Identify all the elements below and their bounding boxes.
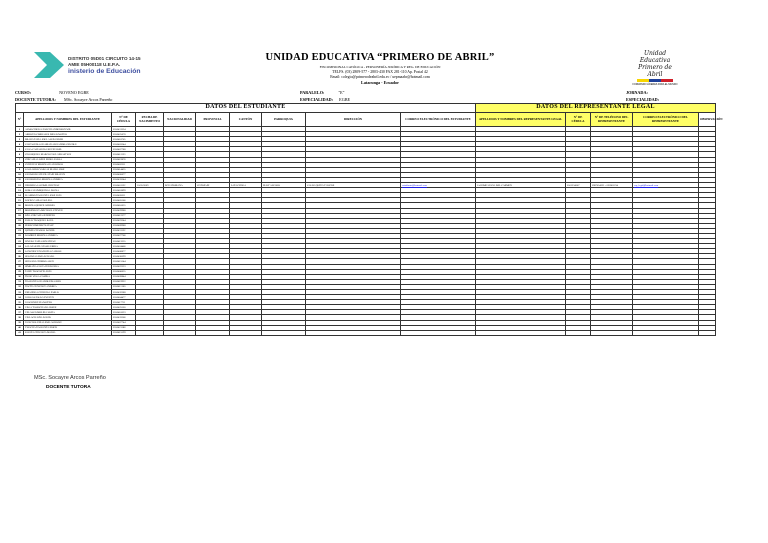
school-header <box>230 52 530 85</box>
table-cell <box>566 330 591 335</box>
table-row <box>16 330 716 335</box>
table-cell: CHICAIZA LOPEZ ERIKA PAOLA <box>24 157 112 162</box>
table-cell: YANCHALUIZA LEMA ALISSON <box>24 320 112 325</box>
table-cell: GALLARDO VARGAS MARIA JOSE <box>24 167 112 172</box>
jornada-row <box>626 90 648 95</box>
table-cell: 25 <box>16 249 24 254</box>
school-logo-word2: Educativa <box>639 57 671 64</box>
table-cell: 0550430099 <box>112 254 136 259</box>
column-header: FECHA DE NACIMIENTO <box>136 113 164 127</box>
especialidad-row <box>300 97 350 102</box>
table-cell: 19 <box>16 218 24 223</box>
table-cell <box>476 330 566 335</box>
signature-block <box>34 375 106 390</box>
table-cell: 34 <box>16 295 24 300</box>
table-cell: JACOME LUCIA DEL CARMEN <box>476 183 566 188</box>
table-cell: 0550428844 <box>112 274 136 279</box>
table-cell: 0550423344 <box>112 218 136 223</box>
table-cell: CHASIQUIZA MARCO PAUL SEBASTIAN <box>24 152 112 157</box>
table-cell: ALMACHIGUA PANCHI ANDERSON WIL <box>24 127 112 132</box>
column-header: CANTÓN <box>230 113 262 127</box>
table-cell: 37 <box>16 310 24 315</box>
table-cell: 16 <box>16 203 24 208</box>
table-cell: 39 <box>16 320 24 325</box>
section-student-header: DATOS DEL ESTUDIANTE <box>16 104 476 113</box>
table-cell: 10 <box>16 172 24 177</box>
table-cell: 0550432288 <box>112 290 136 295</box>
table-cell: 0501234567 <box>566 183 591 188</box>
column-header: PARROQUIA <box>262 113 306 127</box>
school-logo-word1: Unidad <box>643 50 667 57</box>
table-cell <box>196 330 230 335</box>
table-cell: VELASCO MOLINA SOFIA <box>24 310 112 315</box>
table-cell: BRAVO TAPIA JOEL ALEXANDER <box>24 137 112 142</box>
column-header: APELLIDOS Y NOMBRES DEL REPRESENTANTE LEGAL <box>476 113 566 127</box>
table-cell: ELOY ALFARO <box>262 183 306 188</box>
table-cell: ECUATORIANA <box>164 183 196 188</box>
table-cell: SIMBAÑA CAIZA FERNANDA <box>24 264 112 269</box>
curso-label: CURSO: <box>15 90 32 95</box>
table-cell <box>136 330 164 335</box>
column-header: NACIONALIDAD <box>164 113 196 127</box>
table-cell: 22 <box>16 233 24 238</box>
students-table-body <box>16 127 716 336</box>
table-cell: 0550415599 <box>112 330 136 335</box>
table-cell: SALAZAR PILATASIG ERIKA <box>24 244 112 249</box>
logo-ministry: inisterio de Educación <box>68 68 141 75</box>
table-cell: 24 <box>16 244 24 249</box>
table-cell: 0550403344 <box>112 142 136 147</box>
table-cell: 0550413355 <box>112 239 136 244</box>
table-cell: 0550431234 <box>112 127 136 132</box>
table-cell: 10/05/2009 <box>136 183 164 188</box>
docente-value: MSc. Socayre Arcos Parreño <box>64 97 113 102</box>
table-cell: 0550401122 <box>112 183 136 188</box>
table-cell: YUGCHA TOAPANTA ERICK <box>24 325 112 330</box>
column-header: DIRECCIÓN <box>306 113 401 127</box>
table-cell: RAMIREZ MOLINA ANDREA <box>24 233 112 238</box>
table-cell: SEGOVIA LEMA DAYANA <box>24 254 112 259</box>
column-header: N° DE CÉDULA <box>566 113 591 127</box>
table-cell: MORENO IZA MICHAEL STEVEN <box>24 208 112 213</box>
table-cell: VASCONEZ IZA MATEO <box>24 300 112 305</box>
table-cell <box>306 330 401 335</box>
table-cell: 0550429988 <box>112 208 136 213</box>
signature-role: DOCENTE TUTORA <box>46 385 91 390</box>
table-cell: 0550415544 <box>112 259 136 264</box>
table-cell: 0550420011 <box>112 193 136 198</box>
section-rep-header: DATOS DEL REPRESENTANTE LEGAL <box>476 104 716 113</box>
table-cell: 0550418765 <box>112 137 136 142</box>
table-cell: 0550411100 <box>112 284 136 289</box>
column-header: N° DE TELÉFONO DEL REPRESENTANTE <box>591 113 633 127</box>
table-cell: 30 <box>16 274 24 279</box>
table-cell: LEMA LLUMIQUINGA DIANA <box>24 188 112 193</box>
table-cell: 0550408877 <box>112 249 136 254</box>
table-cell: 0550412277 <box>112 213 136 218</box>
table-cell: 40 <box>16 325 24 330</box>
table-cell: 31 <box>16 279 24 284</box>
table-cell: 5 <box>16 147 24 152</box>
especialidad2-row <box>626 97 659 102</box>
table-cell <box>591 330 633 335</box>
table-cell: 27 <box>16 259 24 264</box>
table-cell: 0550409988 <box>112 223 136 228</box>
column-header: CORREO ELECTRÓNICO DEL REPRESENTANTE <box>633 113 699 127</box>
docente-row <box>15 97 112 102</box>
table-cell: 8 <box>16 162 24 167</box>
table-cell: SANCHEZ UNAPUCHA CARLOS <box>24 249 112 254</box>
table-cell: TIGSE VEGA CAMILA <box>24 274 112 279</box>
column-header: PROVINCIA <box>196 113 230 127</box>
table-cell <box>699 330 716 335</box>
table-cell: 4 <box>16 142 24 147</box>
table-cell: 0550433344 <box>112 177 136 182</box>
table-cell: VILLACIS OÑA DAVID <box>24 315 112 320</box>
ministerio-chevron-icon <box>34 50 64 80</box>
table-cell: 29 <box>16 269 24 274</box>
table-cell: 33 <box>16 290 24 295</box>
table-cell: 36 <box>16 305 24 310</box>
table-cell: SHUGULI CHIMBO ALEX <box>24 259 112 264</box>
table-cell: VARGAS PALLO EVELYN <box>24 295 112 300</box>
table-cell: 15 <box>16 198 24 203</box>
table-cell <box>164 330 196 335</box>
logo-amie: AMIE 05H00118 U.E.P.A. <box>68 62 121 67</box>
table-cell: COTOPAXI <box>196 183 230 188</box>
table-cell: 0550407744 <box>112 320 136 325</box>
ministerio-logo <box>34 50 144 82</box>
table-cell: 11 <box>16 177 24 182</box>
docente-label: DOCENTE TUTORA: <box>15 97 56 102</box>
table-cell[interactable]: estudiante@hotmail.com <box>401 183 476 188</box>
table-cell: PALLO TOAQUIZA RAUL <box>24 218 112 223</box>
school-city: Latacunga - Ecuador <box>361 80 399 85</box>
table-cell: 0550417711 <box>112 300 136 305</box>
table-cell: TOAPANTA GUANOLUISA JOEL <box>24 279 112 284</box>
table-cell: VEGA TASIGCHANA JOSUE <box>24 305 112 310</box>
logo-district: DISTRITO 05D01 CIRCUITO 14-15 <box>68 56 141 61</box>
table-cell: 26 <box>16 254 24 259</box>
table-cell: TAIPE TOAPANTA LUIS <box>24 269 112 274</box>
table-cell: CASA CAIZALUISA KEVIN JOEL <box>24 147 112 152</box>
school-sub1: FISCOMISIONAL CATÓLICA - PERSONERÍA JURÍDICA Y REG. DE EDUCACIÓN <box>319 65 441 69</box>
table-cell: CAIZALUISA GUAMAN ALEJANDRA NICOLE <box>24 142 112 147</box>
table-cell: 0550410033 <box>112 310 136 315</box>
column-header: APELLIDOS Y NOMBRES DEL ESTUDIANTE <box>24 113 112 127</box>
table-cell: 0550404477 <box>112 295 136 300</box>
school-title: UNIDAD EDUCATIVA “PRIMERO DE ABRIL” <box>265 52 495 63</box>
table-cell: LATACUNGA <box>230 183 262 188</box>
jornada-label: JORNADA: <box>626 90 648 95</box>
table-cell: 18 <box>16 213 24 218</box>
table-cell: 0550421188 <box>112 325 136 330</box>
table-cell: LLAMBO TOAPANTA JOSE LUIS <box>24 193 112 198</box>
paralelo-value: "E" <box>338 90 345 95</box>
table-cell: 17 <box>16 208 24 213</box>
table-cell: CUNUHAY MOLINA JUAN DIEGO <box>24 162 112 167</box>
table-cell: HERRERA JACOME CRISTIAN <box>24 183 112 188</box>
table-cell: OÑA CHICAIZA JENNIFER <box>24 213 112 218</box>
table-cell: 0550419876 <box>112 157 136 162</box>
table-cell: GUANOLUISA MOLINA ANDREA <box>24 177 112 182</box>
table-cell: 0550419922 <box>112 279 136 284</box>
flag-stripe-icon <box>637 79 673 82</box>
table-cell: 28 <box>16 264 24 269</box>
table-cell <box>262 330 306 335</box>
table-cell: 0550424466 <box>112 244 136 249</box>
table-cell: CALLE QUITO Y SUCRE <box>306 183 401 188</box>
table-cell: 14 <box>16 193 24 198</box>
table-cell: GUAMANGATE PILATAXI BRAYAN <box>24 172 112 177</box>
table-cell: 38 <box>16 315 24 320</box>
table-cell: 1 <box>16 127 24 132</box>
table-cell: 12 <box>16 183 24 188</box>
school-logo-word3: Primero de Abril <box>638 64 672 78</box>
school-email: Email: colegio@primerodeabril.edu.ec / uepmaabr@hotmail.com <box>330 75 430 79</box>
school-phones: TELFS. (03) 2809-577 - 2803-430 FAX 281-110 Ap. Postal 42 <box>332 70 428 74</box>
table-cell: 0550425500 <box>112 305 136 310</box>
table-cell: 0987654321 - 032801234 <box>591 183 633 188</box>
table-cell: UMAJINGA CHILUISA PABLO <box>24 290 112 295</box>
table-cell <box>230 330 262 335</box>
students-table <box>15 103 723 336</box>
table-cell: 35 <box>16 300 24 305</box>
column-headers <box>16 113 716 127</box>
especialidad-label: ESPECIALIDAD: <box>300 97 334 102</box>
table-cell: 21 <box>16 228 24 233</box>
signature-name: MSc. Socayre Arcos Parreño <box>34 375 106 381</box>
table-cell: 7 <box>16 157 24 162</box>
table-cell: 6 <box>16 152 24 157</box>
table-cell: 0550433366 <box>112 315 136 320</box>
table-cell: MOLINA QUISPE ANDRES <box>24 203 112 208</box>
table-cell: 0550426677 <box>112 172 136 177</box>
especialidad-value: EGBE <box>339 97 351 102</box>
table-cell: 0550418899 <box>112 188 136 193</box>
paralelo-label: PARALELO: <box>300 90 325 95</box>
table-cell: 13 <box>16 188 24 193</box>
table-cell: ZAPATA CHICAIZA MARIA <box>24 330 112 335</box>
table-cell: 0550425678 <box>112 132 136 137</box>
paralelo-row <box>300 90 344 95</box>
curso-value: NOVENO EGBE <box>59 90 89 95</box>
table-cell: 0550422233 <box>112 264 136 269</box>
table-cell <box>401 330 476 335</box>
table-cell: 2 <box>16 132 24 137</box>
table-cell: TOCTE CUNUHAY ANDREA <box>24 284 112 289</box>
table-cell: 3 <box>16 137 24 142</box>
especialidad2-label: ESPECIALIDAD: <box>626 97 660 102</box>
table-cell: LOPEZ CAIZA PAULINA <box>24 198 112 203</box>
column-header: OBSERVACIÓN <box>699 113 716 127</box>
table-cell: 20 <box>16 223 24 228</box>
curso-row <box>15 90 89 95</box>
table-cell: PEREZ JIMENEZ NATALY <box>24 223 112 228</box>
table-cell: ARROYO CORRALES DIEGO MATEO <box>24 132 112 137</box>
column-header: N° DE CÉDULA <box>112 113 136 127</box>
school-logo-motto: FORMANDO LÍDERES PARA EL MUNDO <box>632 83 678 86</box>
table-cell: 23 <box>16 239 24 244</box>
table-cell: QUISPE CHANGO DANIEL <box>24 228 112 233</box>
table-cell: 0550407788 <box>112 147 136 152</box>
table-cell: 9 <box>16 167 24 172</box>
table-cell: 0550427766 <box>112 233 136 238</box>
table-cell: 0550414455 <box>112 167 136 172</box>
table-cell: 41 <box>16 330 24 335</box>
table-cell: RIVERA TAPIA JONATHAN <box>24 239 112 244</box>
column-header: CORREO ELECTRÓNICO DEL ESTUDIANTE <box>401 113 476 127</box>
table-cell: 0550431122 <box>112 228 136 233</box>
students-table-wrap <box>15 103 723 336</box>
table-cell: 0550405566 <box>112 198 136 203</box>
table-cell: 0550406655 <box>112 269 136 274</box>
table-cell[interactable]: rep_legal@hotmail.com <box>633 183 699 188</box>
table-cell: 32 <box>16 284 24 289</box>
table-cell <box>633 330 699 335</box>
table-cell: 0550411223 <box>112 152 136 157</box>
table-cell: 0550416655 <box>112 203 136 208</box>
column-header: N° <box>16 113 24 127</box>
table-cell: 0550402211 <box>112 162 136 167</box>
